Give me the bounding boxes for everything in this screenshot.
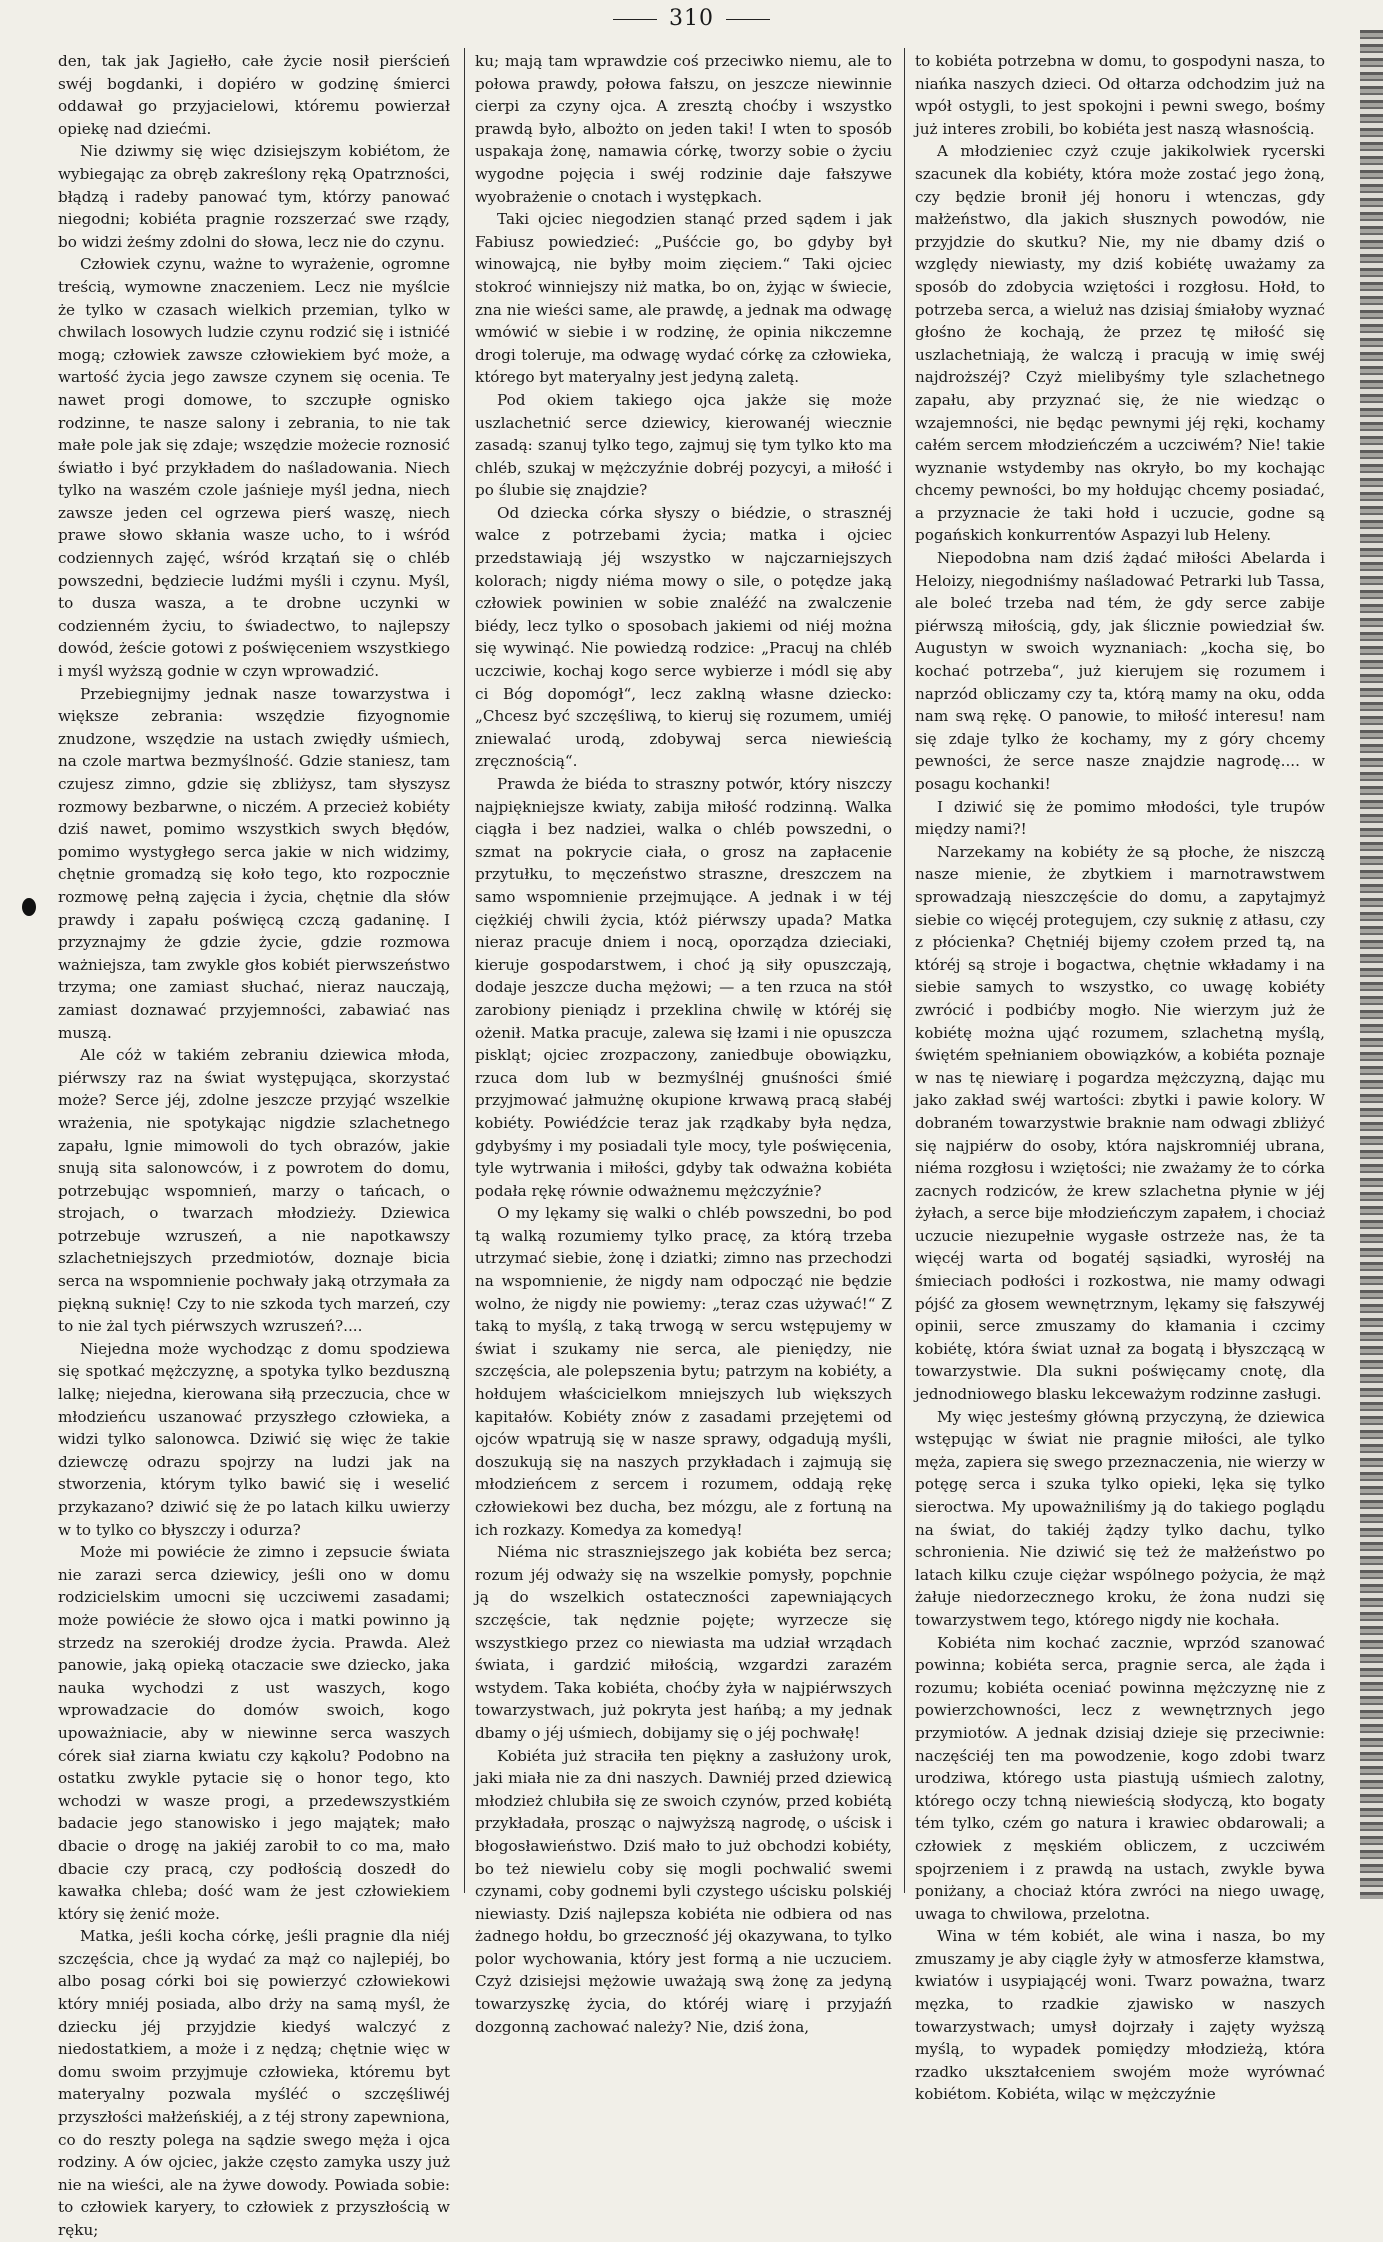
text-column-2 — [475, 50, 892, 2036]
paragraph: Prawda że biéda to straszny potwór, który niszczy najpiękniejsze kwiaty, zabija miłość rodzinną. Walka ciągła i bez nadziei, walka o chléb powszedni, o szmat na pokrycie ciała, o grosz na zapłacenie przytułku, to męczeństwo straszne, dreszczem na samo wspomnienie przejmujące. A jednak i w téj ciężkiéj chwili życia, któż piérwszy upada? Matka nieraz pracuje dniem i nocą, oporządza dzieciaki, kieruje gospodarstwem, i choć ją siły opuszczają, dodaje jeszcze ducha mężowi; — a ten rzuca na stół zarobiony pieniądz i przeklina chwilę w któréj się ożenił. Matka pracuje, zalewa się łzami i nie opuszcza piskląt; ojciec zrozpaczony, zaniedbuje obowiązku, rzuca dom lub w bezmyślnéj gnuśności śmié przyjmować jałmużnę okupione krwawą pracą słabéj kobiéty. Powiédźcie teraz jak rządkaby była nędza, gdybyśmy i my posiadali tyle mocy, tyle poświęcenia, tyle wytrwania i miłości, gdyby tak odważna kobiéta podała rękę równie odważnemu mężczyźnie? — [475, 775, 892, 1200]
ink-blot — [22, 898, 36, 916]
paragraph: Przebiegnijmy jednak nasze towarzystwa i większe zebrania: wszędzie fizyognomie znudzone, wszędzie na ustach zwiędły uśmiech, na czole martwa bezmyślność. Gdzie staniesz, tam czujesz zimno, gdzie się zbliżysz, tam słyszysz rozmowy bezbarwne, o niczém. A przecież kobiéty dziś nawet, pomimo wszystkich swych błędów, pomimo wystygłego serca jakie w nich widzimy, chętnie gromadzą się koło tego, kto rozpocznie rozmowę pełną zajęcia i życia, chętnie dla słów prawdy i zapału poświęcą czczą gadaninę. I przyznajmy że gdzie życie, gdzie rozmowa ważniejsza, tam zwykle głos kobiét pierwszeństwo trzyma; one zamiast słuchać, nieraz nauczają, zamiast doznawać przyjemności, zabawiać nas muszą. — [58, 684, 450, 1042]
paragraph: Człowiek czynu, ważne to wyrażenie, ogromne treścią, wymowne znaczeniem. Lecz nie myślcie że tylko w czasach wielkich przemian, tylko w chwilach losowych ludzie czynu rodzić się i istnićé mogą; człowiek zawsze człowiekiem być może, a wartość życia jego zawsze czynem się ocenia. Te nawet progi domowe, to szczupłe ognisko rodzinne, te nasze salony i zebrania, to nie tak małe pole jak się zdaje; wszędzie możecie roznosić światło i być przykładem do naśladowania. Niech tylko na waszém czole jaśnieje myśl jedna, niech zawsze jeden cel ogrzewa pierś waszę, niech prawe słowo skłania wasze ucho, to i wśród codziennych zajęć, wśród krzątań się o chléb powszedni, będziecie ludźmi myśli i czynu. Myśl, to dusza wasza, a te drobne uczynki w codzienném życiu, to świadectwo, to najlepszy dowód, żeście gotowi z poświęceniem wszystkiego i myśl wyższą godnie w czyn wprowadzić. — [58, 255, 450, 681]
paragraph: Wina w tém kobiét, ale wina i nasza, bo my zmuszamy je aby ciągle żyły w atmosferze kłamstwa, kwiatów i usypiającéj woni. Twarz poważna, twarz męzka, to rzadkie zjawisko w naszych towarzystwach; umysł dojrzały i zajęty wyższą myślą, to wypadek pomiędzy młodzieżą, która rzadko ukształceniem swojém może wyrównać kobiétom. Kobiéta, wiląc w mężczyźnie — [915, 1927, 1325, 2104]
paragraph: Kobiéta nim kochać zacznie, wprzód szanować powinna; kobiéta serca, pragnie serca, ale żąda i rozumu; kobiéta oceniać powinna mężczyznę nie z powierzchowności, lecz z wewnętrznych jego przymiotów. A jednak dzisiaj dzieje się przeciwnie: naczęściéj ten ma powodzenie, kogo zdobi twarz urodziwa, którego usta piastują uśmiech zalotny, którego oczy tchną niewieścią słodyczą, kto bogaty tém tylko, czém go natura i krawiec obdarowali; a człowiek z męskiém obliczem, z uczciwém spojrzeniem i z prawdą na ustach, zwykle bywa poniżany, a chociaż która zwróci na niego uwagę, uwaga to chwilowa, przelotna. — [915, 1633, 1325, 1923]
paragraph: Może mi powiécie że zimno i zepsucie świata nie zarazi serca dziewicy, jeśli ono w domu rodzicielskim umocni się uczciwemi zasadami; może powiécie że słowo ojca i matki powinno ją strzedz na szerokiéj drodze życia. Prawda. Ależ panowie, jaką opieką otaczacie swe dziecko, jaka nauka wychodzi z ust waszych, kogo wprowadzacie do domów swoich, kogo upoważniacie, aby w niewinne serca waszych córek siał ziarna kwiatu czy kąkolu? Podobno na ostatku zwykle pytacie się o honor tego, kto wchodzi w wasze progi, a przedewszystkiém badacie jego stanowisko i jego majątek; mało dbacie o drogę na jakiéj zarobił to co ma, mało dbacie czy pracą, czy podłością doszedł do kawałka chleba; dość wam że jest człowiekiem który się żenić może. — [58, 1543, 450, 1923]
binding-edge — [1360, 30, 1383, 1899]
header-rule-right — [726, 19, 770, 20]
header-rule-left — [613, 19, 657, 20]
column-divider — [464, 48, 465, 1893]
paragraph: Niepodobna nam dziś żądać miłości Abelarda i Heloizy, niegodniśmy naśladować Petrarki lub Tassa, ale boleć trzeba nad tém, że gdy serce zabije piérwszą miłością, gdy, jak ślicznie powiedział św. Augustyn w swoich wyznaniach: „kocha się, bo kochać potrzeba“, już kierujem się rozumem i naprzód obliczamy czy ta, którą mamy na oku, odda nam swą rękę. O panowie, to miłość interesu! nam się zdaje tylko że kochamy, my z góry chcemy pewności, że serce nasze znajdzie nagrodę.... w posagu kochanki! — [915, 549, 1325, 793]
paragraph: Nie dziwmy się więc dzisiejszym kobiétom, że wybiegając za obręb zakreślony ręką Opatrzności, błądzą i radeby panować tym, którzy panować niegodni; kobiéta pragnie rozszerzać swe rządy, bo widzi żeśmy zdolni do słowa, lecz nie do czynu. — [58, 142, 450, 251]
paragraph: Taki ojciec niegodzien stanąć przed sądem i jak Fabiusz powiedzieć: „Puśćcie go, bo gdyby był winowajcą, nie byłby moim zięciem.“ Taki ojciec stokroć winniejszy niż matka, bo on, żyjąc w świecie, zna nie wieści same, ale prawdę, a jednak ma odwagę wmówić w siebie i w rodzinę, że opinia nikczemne drogi toleruje, ma odwagę wydać córkę za człowieka, którego byt materyalny jest jedyną zaletą. — [475, 210, 892, 387]
paragraph: Niejedna może wychodząc z domu spodziewa się spotkać mężczyznę, a spotyka tylko bezduszną lalkę; niejedna, kierowana siłą przeczucia, chce w młodzieńcu uszanować przyszłego człowieka, a widzi tylko salonowca. Dziwić się więc że takie dziewczę odrazu spojrzy na ludzi jak na stworzenia, którym tylko bawić się i weselić przykazano? dziwić się że po latach kilku uwierzy w to tylko co błyszczy i odurza? — [58, 1339, 450, 1539]
text-column-3 — [915, 50, 1325, 2104]
paragraph: My więc jesteśmy główną przyczyną, że dziewica wstępując w świat nie pragnie miłości, ale tylko męża, zapiera się swego przeznaczenia, nie wierzy w potęgę serca i szuka tylko opieki, lęka się tylko sieroctwa. My upoważniliśmy ją do takiego poglądu na świat, do takiéj żądzy tylko dachu, tylko schronienia. Nie dziwić się też że małżeństwo po latach kilku czuje ciężar wspólnego pożycia, że mąż żałuje niedorzecznego kroku, że żona nudzi się towarzystwem tego, którego nigdy nie kochała. — [915, 1407, 1325, 1629]
paragraph: Od dziecka córka słyszy o biédzie, o strasznéj walce z potrzebami życia; matka i ojciec przedstawiają jéj wszystko w najczarniejszych kolorach; nigdy niéma mowy o sile, o potędze jaką człowiek powinien w sobie znaléźć na zwalczenie biédy, lecz tylko o sposobach jakiemi od niéj można się wywinąć. Nie powiedzą rodzice: „Pracuj na chléb uczciwie, kochaj kogo serce wybierze i módl się aby ci Bóg dopomógł“, lecz zaklną własne dziecko: „Chcesz być szczęśliwą, to kieruj się rozumem, umiéj zniewalać urodą, zdobywaj serca niewieścią zręcznością“. — [475, 503, 892, 771]
paragraph: to kobiéta potrzebna w domu, to gospodyni nasza, to niańka naszych dzieci. Od ołtarza odchodzim już na wpół ostygli, to jest spokojni i pewni swego, bośmy już interes zrobili, bo kobiéta jest naszą własnością. — [915, 52, 1325, 138]
paragraph: Matka, jeśli kocha córkę, jeśli pragnie dla niéj szczęścia, chce ją wydać za mąż co najlepiéj, bo albo posag córki boi się powierzyć człowiekowi który mniéj posiada, albo drży na samą myśl, że dziecku jéj przyjdzie kiedyś walczyć z niedostatkiem, a może i z nędzą; chętnie więc w domu swoim przyjmuje człowieka, któremu byt materyalny pozwala myśléć o szczęśliwéj przyszłości małżeńskiéj, a z téj strony zapewniona, co do reszty polega na sądzie swego męża i ojca rodziny. A ów ojciec, jakże często zamyka uszy już nie na wieści, ale na żywe dowody. Powiada sobie: to człowiek karyery, to człowiek z przyszłością w ręku; — [58, 1927, 450, 2239]
paragraph: Pod okiem takiego ojca jakże się może uszlachetnić serce dziewicy, kierowanéj wiecznie zasadą: szanuj tylko tego, zajmuj się tym tylko kto ma chléb, szukaj w mężczyźnie dobréj pozycyi, a miłość i po ślubie się znajdzie? — [475, 390, 892, 500]
paragraph: O my lękamy się walki o chléb powszedni, bo pod tą walką rozumiemy tylko pracę, za którą trzeba utrzymać siebie, żonę i dziatki; zimno nas przechodzi na wspomnienie, że nigdy nam odpocząć nie będzie wolno, że nigdy nie powiemy: „teraz czas używać!“ Z taką to myślą, z taką trwogą w sercu wstępujemy w świat i szukamy nie serca, ale pieniędzy, nie szczęścia, ale polepszenia bytu; patrzym na kobiéty, a hołdujem właścicielkom mniejszych lub większych kapitałów. Kobiéty znów z zasadami przejętemi od ojców wpatrują się w nasze sprawy, odgadują myśli, doszukują się na naszych przykładach i zajmują się młodzieńcem z sercem i rozumem, oddają rękę człowiekowi bez ducha, bez mózgu, ale z fortuną na ich rozkazy. Komedya za komedyą! — [475, 1204, 892, 1539]
text-column-1 — [58, 50, 450, 2239]
page-number-header — [0, 6, 1383, 31]
paragraph: A młodzieniec czyż czuje jakikolwiek rycerski szacunek dla kobiéty, która może zostać jego żoną, czy będzie bronił jéj honoru i wtenczas, gdy małżeństwo, dla jakich słusznych powodów, nie przyjdzie do skutku? Nie, my nie dbamy dziś o względy niewiasty, my dziś kobiétę uważamy za sposób do zdobycia wziętości i rozgłosu. Hołd, to potrzeba serca, a wieluż nas dzisiaj śmiałoby wyznać głośno że kochają, że przez tę miłość się uszlachetniają, że walczą i pracują w imię swéj najdroższéj? Czyż mielibyśmy tyle szlachetnego zapału, aby przyznać się, że nie wiedząc o wzajemności, nie będąc pewnymi jéj ręki, kochamy całém sercem młodzieńczém a uczciwém? Nie! takie wyznanie wstydemby nas okryło, bo my kochając chcemy pewności, bo my hołdując chcemy posiadać, a przyznacie że taki hołd i uczucie, godne są pogańskich konkurrentów Aspazyi lub Heleny. — [915, 142, 1325, 545]
paragraph: I dziwić się że pomimo młodości, tyle trupów między nami?! — [915, 797, 1325, 839]
page-number: 310 — [669, 6, 714, 31]
paragraph: den, tak jak Jagiełło, całe życie nosił pierścień swéj bogdanki, i dopiéro w godzinę śmierci oddawał go przyjacielowi, któremu powierzał opiekę nad dziećmi. — [58, 52, 450, 138]
paragraph: Narzekamy na kobiéty że są płoche, że niszczą nasze mienie, że zbytkiem i marnotrawstwem sprowadzają nieszczęście do domu, a zapytajmyż siebie co więcéj protegujem, czy suknię z atłasu, czy z płócienka? Chętniéj bijemy czołem przed tą, na któréj są stroje i bogactwa, chętnie wkładamy i na siebie samych to wszystko, co uwagę kobiéty zwrócić i podbićby mogło. Nie wierzym już że kobiétę można ująć rozumem, szlachetną myślą, świętém spełnianiem obowiązków, a kobiéta poznaje w nas tę niewiarę i pogardza mężczyzną, dając mu jako zakład swéj wartości: zbytki i pawie kolory. W dobraném towarzystwie braknie nam odwagi zbliżyć się najpiérw do osoby, która najskromniéj ubrana, niéma rozgłosu i wziętości; nie zważamy że to córka zacnych rodziców, że krew szlachetna płynie w jéj żyłach, a serce bije młodzieńczym zapałem, i chociaż uczucie niezupełnie wygasłe ostrzeże nas, że ta więcéj warta od bogatéj sąsiadki, wyrosłéj na śmieciach podłości i rozkostwa, nie mamy odwagi pójść za głosem wewnętrznym, lękamy się fałszywéj opinii, serce zmuszamy do kłamania i czcimy kobiétę, która świat uznał za bogatą i błyszczącą w towarzystwie. Dla sukni poświęcamy cnotę, dla jednodniowego blasku lekceważym rodzinne zasługi. — [915, 842, 1325, 1404]
paragraph: Niéma nic straszniejszego jak kobiéta bez serca; rozum jéj odważy się na wszelkie pomysły, popchnie ją do wszelkich ostateczności zapewniających szczęście, tak nędznie pojęte; wyrzecze się wszystkiego przez co niewiasta ma udział wrządach świata, i gardzić miłością, wzgardzi zarazém wstydem. Taka kobiéta, choćby żyła w najpiérwszych towarzystwach, już pokryta jest hańbą; a my jednak dbamy o jéj uśmiech, dobijamy się o jéj pochwałę! — [475, 1543, 892, 1742]
column-divider — [904, 48, 905, 1893]
paragraph: ku; mają tam wprawdzie coś przeciwko niemu, ale to połowa prawdy, połowa fałszu, on jeszcze niewinnie cierpi za czyny ojca. A zresztą choćby i wszystko prawdą było, albożto on jeden taki! I wten to sposób uspakaja żonę, namawia córkę, tworzy sobie o życiu wygodne pojęcia i swéj rodzinie daje fałszywe wyobrażenie o cnotach i występkach. — [475, 52, 892, 206]
paragraph: Ale cóż w takiém zebraniu dziewica młoda, piérwszy raz na świat występująca, skorzystać może? Serce jéj, zdolne jeszcze przyjąć wszelkie wrażenia, nie spotykając nigdzie szlachetnego zapału, lgnie mimowoli do tych obrazów, jakie snują sita salonowców, i z powrotem do domu, potrzebując wspomnień, marzy o tańcach, o strojach, o twarzach młodzieży. Dziewica potrzebuje wzruszeń, a nie napotkawszy szlachetniejszych przedmiotów, doznaje bicia serca na wspomnienie pochwały jaką otrzymała za piękną suknię! Czy to nie szkoda tych marzeń, czy to nie żal tych piérwszych wzruszeń?.... — [58, 1046, 450, 1336]
paragraph: Kobiéta już straciła ten piękny a zasłużony urok, jaki miała nie za dni naszych. Dawniéj przed dziewicą młodzież chlubiła się ze swoich czynów, przed kobiétą przykładała, prosząc o najwyższą nagrodę, o uścisk i błogosławieństwo. Dziś mało to już obchodzi kobiéty, bo też niewielu coby się mogli pochwalić swemi czynami, coby godnemi byli czystego uścisku polskiéj niewiasty. Dziś najlepsza kobiéta nie odbiera od nas żadnego hołdu, bo grzeczność jéj okazywana, to tylko polor wychowania, który jest formą a nie uczuciem. Czyż dzisiejsi mężowie uważają swą żonę za jedyną towarzyszkę życia, do któréj wiarę i przyjaźń dozgonną zachować należy? Nie, dziś żona, — [475, 1746, 892, 2036]
